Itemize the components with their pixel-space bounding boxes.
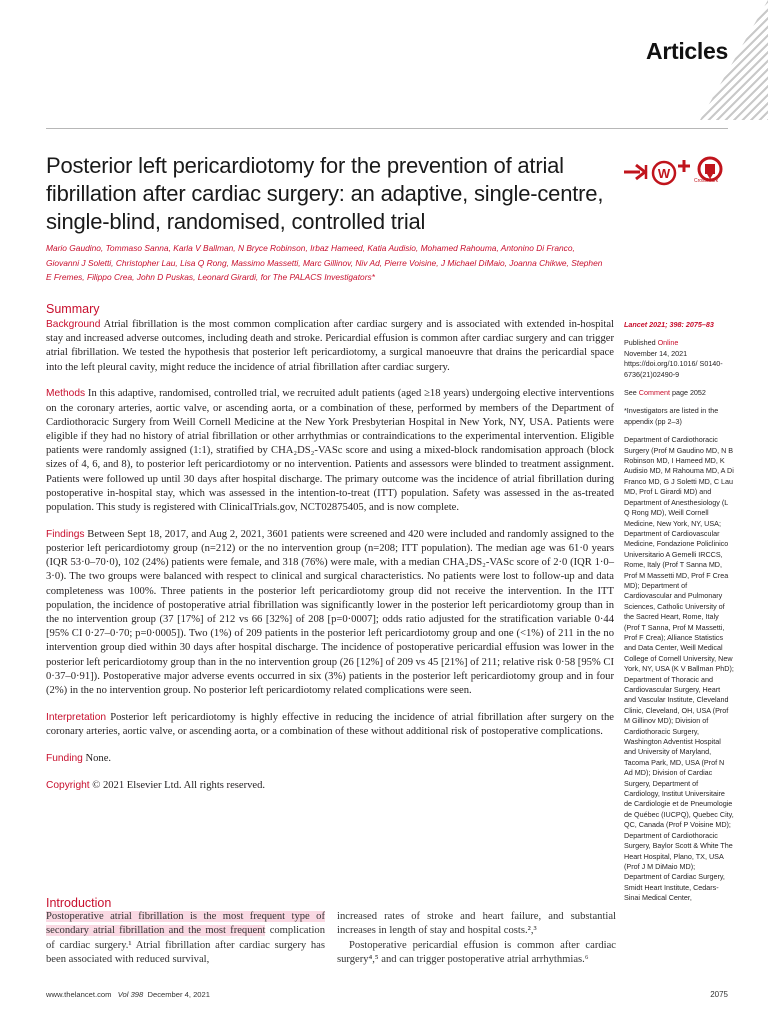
- issue-date: December 4, 2021: [147, 990, 210, 999]
- introduction-column-1: [46, 910, 325, 968]
- findings-text: Between Sept 18, 2017, and Aug 2, 2021, 3601 patients were screened and 420 were included and randomly assigned to the posterior left pericardiotomy group (n=212) or the no intervention group (n=208; ITT population). The median age was 61·0 years (IQR 53·0–70·0), 102 (24%) patients were female, and 318 (76%) were male, with a median CHA₂DS₂-VASc score of 2·0 (IQR 1·0–3·0). The two groups were balanced with respect to clinical and surgical characteristics. No patients were lost to follow-up and data completeness was 100%. Three patients in the posterior left pericardiotomy group did not receive the intervention. In the ITT population, the incidence of postoperative atrial fibrillation was significantly lower in the posterior left pericardiotomy group than in the no intervention group (37 [17%] of 212 vs 66 [32%] of 208 [p=0·0007]; odds ratio adjusted for the stratification variable 0·44 [95% CI 0·27–0·70; p=0·0005]). Two (1%) of 209 patients in the posterior left pericardiotomy group and one (<1%) of 211 in the no intervention group died within 30 days after hospital discharge. The incidence of postoperative pericardial effusion was lower in the posterior left pericardiotomy group than in the no intervention group (26 [12%] of 209 vs 45 [21%] of 211; relative risk 0·58 [95% CI 0·37–0·91]). Postoperative major adverse events occurred in six (3%) patients in the posterior left pericardiotomy group and in four (2%) in the no intervention group. No posterior left pericardiotomy related complications were seen.: [46, 528, 614, 697]
- affiliations: Department of Cardiothoracic Surgery (Prof M Gaudino MD, N B Robinson MD, I Hameed MD, K Audisio MD, M Rahouma MD, A Di Franco MD, G J Soletti MD, C Lau MD, Prof L Girardi MD) and Department of Anesthesiology (L Q Rong MD), Weill Cornell Medicine, New York, NY, USA; Department of Cardiovascular Medicine, Fondazione Policlinico Universitario A Gemelli IRCCS, Rome, Italy (Prof T Sanna MD, Prof M Massetti MD, Prof F Crea MD); Department of Cardiovascular and Pulmonary Sciences, Catholic University of the Sacred Heart, Rome, Italy (Prof T Sanna, Prof M Massetti, Prof F Crea); Alliance Statistics and Data Center, Weill Medical College of Cornell University, New York, NY, USA (K V Ballman PhD); Department of Thoracic and Cardiovascular Surgery, Heart and Vascular Institute, Cleveland Clinic, Cleveland, OH, USA (Prof M Gillinov MD); Division of Cardiothoracic Surgery, Washington Adventist Hospital and University of Maryland, Tacoma Park, MD, USA (Prof N Ad MD); Division of Cardiac Surgery, Department of Cardiology, Institut Universitaire de Cardiologie et de Pneumologie de Québec (IUCPQ), Quebec City, QC, Canada (Prof P Voisine MD); Department of Cardiothoracic Surgery, Baylor Scott & White The Heart Hospital, Plano, TX, USA (Prof J M DiMaio MD); Department of Cardiac Surgery, Smidt Heart Institute, Cedars-Sinai Medical Center,: [624, 435, 734, 903]
- intro-paragraph: increased rates of stroke and heart failure, and substantial increases in length of stay and hospital costs.²,³: [337, 911, 616, 937]
- crossmark-label: CrossMark: [694, 178, 719, 184]
- page-number: 2075: [710, 990, 728, 999]
- volume: Vol 398: [117, 990, 144, 999]
- footer-source: [46, 990, 210, 999]
- published-date: November 14, 2021: [624, 348, 688, 358]
- intro-paragraph: Postoperative pericardial effusion is common after cardiac surgery⁴,⁵ and can trigger postoperative atrial arrhythmias.⁶: [337, 939, 616, 966]
- svg-text:W: W: [657, 166, 671, 181]
- copyright-label: Copyright: [46, 779, 90, 791]
- copyright-text: © 2021 Elsevier Ltd. All rights reserved.: [92, 779, 266, 791]
- article-title: Posterior left pericardiotomy for the prevention of atrial fibrillation after cardiac surgery: an adaptive, single-centre, single-blind, randomised, controlled trial: [46, 153, 604, 234]
- citation: Lancet 2021; 398: 2075–83: [624, 320, 714, 329]
- findings-label: Findings: [46, 528, 85, 540]
- abstract-funding: [46, 752, 614, 766]
- funding-text: None.: [85, 752, 112, 764]
- summary-heading: Summary: [46, 302, 100, 316]
- highlighted-text[interactable]: Postoperative atrial fibrillation is the most frequent type of secondary atrial fibrillation and the most frequent: [46, 911, 325, 937]
- header-rule: [46, 128, 728, 129]
- page-header: [0, 0, 768, 128]
- introduction-heading: Introduction: [46, 896, 112, 910]
- intro-text: complication of cardiac surgery.¹ Atrial fibrillation after cardiac surgery has been associated with reduced survival,: [46, 925, 325, 966]
- author-list[interactable]: Mario Gaudino, Tommaso Sanna, Karla V Ballman, N Bryce Robinson, Irbaz Hameed, Katia Audisio, Mohamed Rahouma, Antonino Di Franco, Giovanni J Soletti, Christopher Lau, Lisa Q Rong, Massimo Massetti, Marc Gillinov, Niv Ad, Pierre Voisine, J Michael DiMaio, Joanna Chikwe, Stephen E Fremes, Filippo Crea, John D Puskas, Leonard Girardi, for The PALACS Investigators*: [46, 243, 603, 283]
- see-comment: See Comment page 2052: [624, 388, 706, 398]
- methods-text: In this adaptive, randomised, controlled trial, we recruited adult patients (aged ≥18 years) undergoing elective interventions on the coronary arteries, aortic valve, or ascending aorta, or a combination of these, performed by members of the Department of Cardiothoracic Surgery from Weill Cornell Medicine at the New York Presbyterian Hospital in New York, NY, USA. Patients were eligible if they had no history of atrial fibrillation or other arrhythmias or contraindications to the experimental intervention. Eligible patients were randomly assigned (1:1), stratified by CHA₂DS₂-VASc score and using a mixed-block randomisation approach (block sizes of 4, 6, and 8), to posterior left pericardiotomy or no intervention. Patients and assessors were blinded to treatment assignment. Patients were followed up until 30 days after hospital discharge. The primary outcome was the incidence of atrial fibrillation during postoperative in-hospital stay, which was assessed in the intention-to-treat (ITT) population. Safety was assessed in the as-treated population. This study is registered with ClinicalTrials.gov, NCT02875405, and is now complete.: [46, 388, 614, 514]
- abstract-background: [46, 318, 614, 375]
- interpretation-label: Interpretation: [46, 711, 107, 723]
- interpretation-text: Posterior left pericardiotomy is highly effective in reducing the incidence of atrial fibrillation after surgery on the coronary arteries, aortic valve, or ascending aorta, or a combination of these without additional risk of postoperative complications.: [46, 711, 614, 738]
- open-access-arrow-icon[interactable]: [622, 156, 652, 190]
- crossmark-icon[interactable]: [694, 156, 726, 190]
- funding-label: Funding: [46, 752, 83, 764]
- plus-icon[interactable]: [674, 156, 694, 190]
- background-text: Atrial fibrillation is the most common complication after cardiac surgery and is associated with extended in-hospital stay and increased adverse outcomes, including death and stroke. Pericardial effusion is common after cardiac surgery and can trigger atrial fibrillation. We tested the hypothesis that posterior left pericardiotomy, a surgical manoeuvre that drains the pericardial space into the left pleural cavity, might reduce the incidence of atrial fibrillation after cardiac surgery.: [46, 319, 614, 373]
- abstract-copyright: [46, 779, 614, 793]
- published-line: Published Online: [624, 338, 679, 348]
- site-link[interactable]: www.thelancet.com: [46, 990, 112, 999]
- abstract: [46, 318, 614, 805]
- section-label: Articles: [646, 38, 728, 64]
- article-icons: [622, 156, 728, 190]
- background-label: Background: [46, 319, 101, 330]
- introduction-column-2: [337, 910, 616, 968]
- doi-link[interactable]: https://doi.org/10.1016/ S0140-6736(21)02490-9: [624, 359, 723, 379]
- abstract-findings: [46, 528, 614, 698]
- abstract-interpretation: [46, 711, 614, 739]
- sidebar: [624, 320, 734, 904]
- comment-link[interactable]: Comment: [638, 388, 670, 398]
- methods-label: Methods: [46, 388, 86, 400]
- investigators-note: *Investigators are listed in the appendix (pp 2–3): [624, 406, 719, 426]
- abstract-methods: [46, 387, 614, 515]
- published-online-link[interactable]: Online: [657, 338, 679, 348]
